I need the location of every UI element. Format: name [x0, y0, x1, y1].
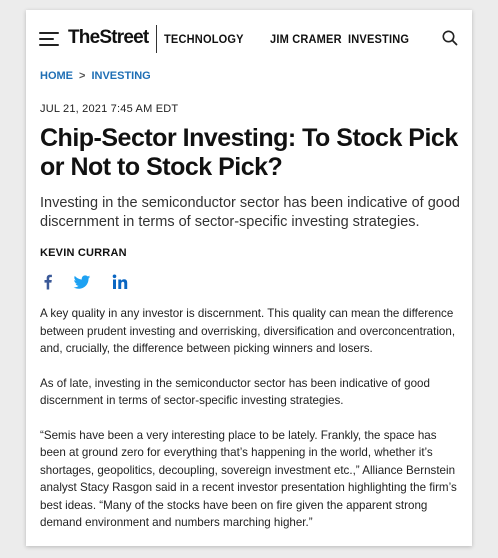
article-title: Chip-Sector Investing: To Stock Pick or Not to Stock Pick?: [40, 124, 458, 181]
article-body: [40, 305, 462, 546]
menu-icon[interactable]: [39, 31, 59, 47]
header-divider: [156, 25, 157, 53]
nav-investing[interactable]: INVESTING: [348, 32, 410, 46]
top-navigation-bar: [26, 10, 472, 68]
facebook-icon[interactable]: [38, 272, 58, 292]
nav-technology[interactable]: TECHNOLOGY: [164, 32, 244, 46]
breadcrumb-separator: >: [79, 70, 86, 82]
nav-jim-cramer[interactable]: JIM CRAMER: [270, 32, 342, 46]
author-name[interactable]: KEVIN CURRAN: [40, 247, 127, 259]
publish-date: JUL 21, 2021 7:45 AM EDT: [40, 103, 179, 115]
article-page: [26, 10, 472, 546]
breadcrumb-home[interactable]: HOME: [40, 70, 73, 82]
breadcrumb: [40, 69, 151, 83]
article-paragraph: A key quality in any investor is discernment. This quality can mean the difference between prudent investing and overrisking, diversification and overconcentration, and, crucially, the difference between picking winners and losers.: [40, 307, 456, 355]
article-subheading: Investing in the semiconductor sector has been indicative of good discernment in terms of sector-specific investing strategies.: [40, 195, 460, 230]
article-paragraph: “Semis have been a very interesting place to be lately. Frankly, the space has been at ground zero for everything that’s happening in the world, whether it’s shortages, geopolitics, decoupling, sovereign investment etc.,” Alliance Bernstein analyst Stacy Rasgon said in a recent investor presentation highlighting the firm’s best ideas. “Many of the stocks have been on fire given the apparent strong demand environment and numbers marching higher.”: [40, 428, 457, 529]
search-icon[interactable]: [441, 29, 459, 47]
article-paragraph: As of late, investing in the semiconductor sector has been indicative of good discernment in terms of sector-specific investing strategies.: [40, 376, 430, 407]
breadcrumb-investing[interactable]: INVESTING: [91, 70, 151, 82]
twitter-icon[interactable]: [72, 272, 92, 292]
linkedin-icon[interactable]: [110, 272, 130, 292]
site-logo[interactable]: TheStreet: [68, 27, 149, 48]
